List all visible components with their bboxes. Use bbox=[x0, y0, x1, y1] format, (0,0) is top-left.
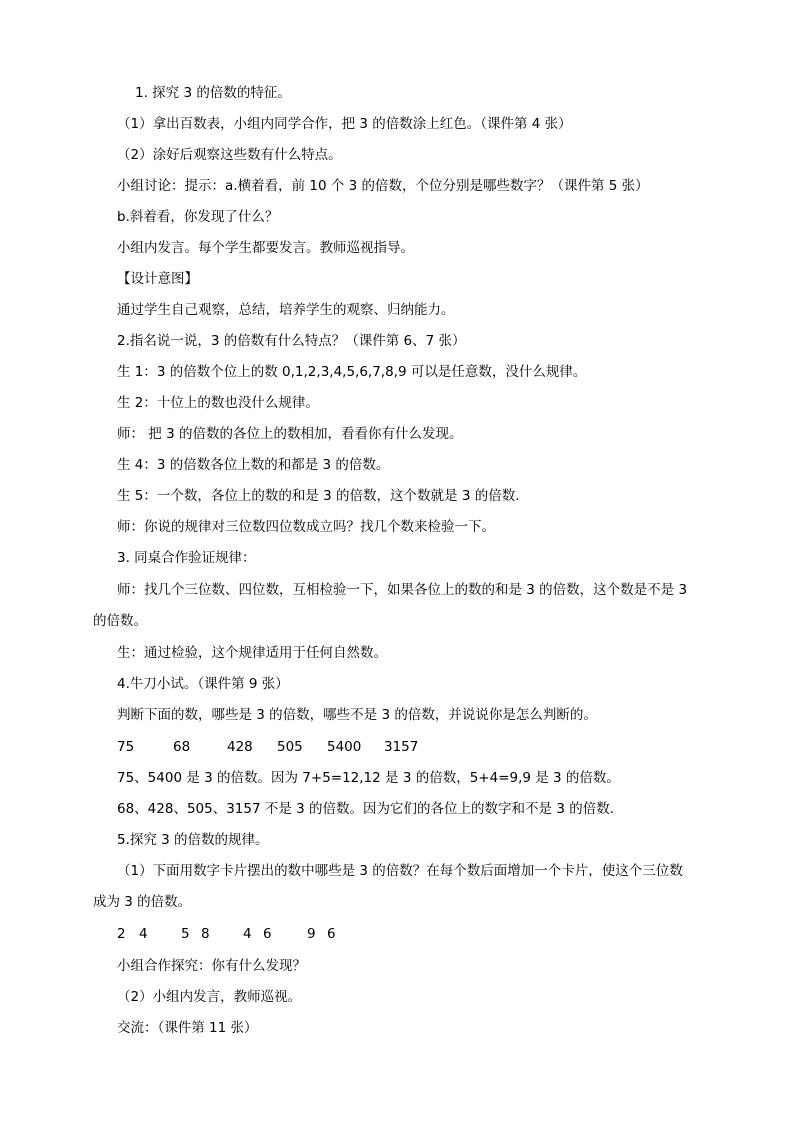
card-digit: 6 bbox=[263, 926, 272, 942]
number-item: 505 bbox=[277, 739, 303, 755]
answer-non-multiples-text: 68、428、505、3157 不是 3 的倍数。因为它们的各位上的数字和不是 3 的倍数. bbox=[117, 801, 614, 817]
cards-row bbox=[117, 926, 336, 942]
judge-text: 判断下面的数，哪些是 3 的倍数，哪些不是 3 的倍数，并说说你是怎么判断的。 bbox=[117, 707, 597, 723]
card-digit: 8 bbox=[201, 926, 210, 942]
section-1-heading: 1. 探究 3 的倍数的特征。 bbox=[135, 85, 291, 101]
teacher-text-3b: 的倍数。 bbox=[93, 613, 147, 629]
student-verify-text: 生：通过检验，这个规律适用于任何自然数。 bbox=[117, 645, 387, 661]
student-1-text: 生 1：3 的倍数个位上的数 0,1,2,3,4,5,6,7,8,9 可以是任意数，没什么规律。 bbox=[117, 364, 587, 380]
card-digit: 9 bbox=[307, 926, 316, 942]
step-2-text: （2）涂好后观察这些数有什么特点。 bbox=[117, 147, 342, 163]
teacher-text-3a: 师：找几个三位数、四位数，互相检验一下，如果各位上的数的和是 3 的倍数，这个数是不是 3 bbox=[117, 582, 688, 598]
numbers-row bbox=[117, 739, 418, 755]
step-1-text: （1）拿出百数表，小组内同学合作，把 3 的倍数涂上红色。（课件第 4 张） bbox=[117, 116, 572, 132]
student-4-text: 生 4：3 的倍数各位上数的和都是 3 的倍数。 bbox=[117, 457, 390, 473]
card-digit: 6 bbox=[327, 926, 336, 942]
group-speech-text: 小组内发言。每个学生都要发言。教师巡视指导。 bbox=[117, 240, 414, 256]
exchange-text: 交流：（课件第 11 张） bbox=[117, 1020, 258, 1036]
number-item: 5400 bbox=[327, 739, 362, 755]
cards-question-a: （1）下面用数字卡片摆出的数中哪些是 3 的倍数？在每个数后面增加一个卡片，使这个三位数 bbox=[117, 863, 683, 879]
number-item: 3157 bbox=[384, 739, 419, 755]
student-5-text: 生 5：一个数，各位上的数的和是 3 的倍数，这个数就是 3 的倍数. bbox=[117, 488, 520, 504]
section-2-heading: 2.指名说一说，3 的倍数有什么特点？（课件第 6、7 张） bbox=[117, 333, 466, 349]
teacher-text-1: 师： 把 3 的倍数的各位上的数相加，看看你有什么发现。 bbox=[117, 426, 463, 442]
section-3-heading: 3. 同桌合作验证规律： bbox=[117, 550, 256, 566]
group-explore-text: 小组合作探究：你有什么发现？ bbox=[117, 958, 306, 974]
answer-multiples-text: 75、5400 是 3 的倍数。因为 7+5=12,12 是 3 的倍数，5+4=9,9 是 3 的倍数。 bbox=[117, 770, 620, 786]
number-item: 75 bbox=[117, 739, 135, 755]
number-item: 68 bbox=[173, 739, 191, 755]
number-item: 428 bbox=[227, 739, 253, 755]
step-2-group-text: （2）小组内发言，教师巡视。 bbox=[117, 989, 302, 1005]
group-discussion-text: 小组讨论：提示：a.横着看，前 10 个 3 的倍数，个位分别是哪些数字？（课件第 5 张） bbox=[117, 178, 649, 194]
card-digit: 4 bbox=[139, 926, 148, 942]
section-4-heading: 4.牛刀小试。（课件第 9 张） bbox=[117, 676, 289, 692]
cards-question-b: 成为 3 的倍数。 bbox=[93, 894, 192, 910]
design-intent-heading: 【设计意图】 bbox=[117, 271, 198, 287]
card-digit: 2 bbox=[117, 926, 126, 942]
card-digit: 4 bbox=[243, 926, 252, 942]
design-intent-text: 通过学生自己观察，总结，培养学生的观察、归纳能力。 bbox=[117, 302, 455, 318]
card-digit: 5 bbox=[181, 926, 190, 942]
teacher-text-2: 师：你说的规律对三位数四位数成立吗？找几个数来检验一下。 bbox=[117, 519, 495, 535]
hint-b-text: b.斜着看，你发现了什么？ bbox=[117, 209, 279, 225]
section-5-heading: 5.探究 3 的倍数的规律。 bbox=[117, 832, 269, 848]
student-2-text: 生 2：十位上的数也没什么规律。 bbox=[117, 395, 319, 411]
